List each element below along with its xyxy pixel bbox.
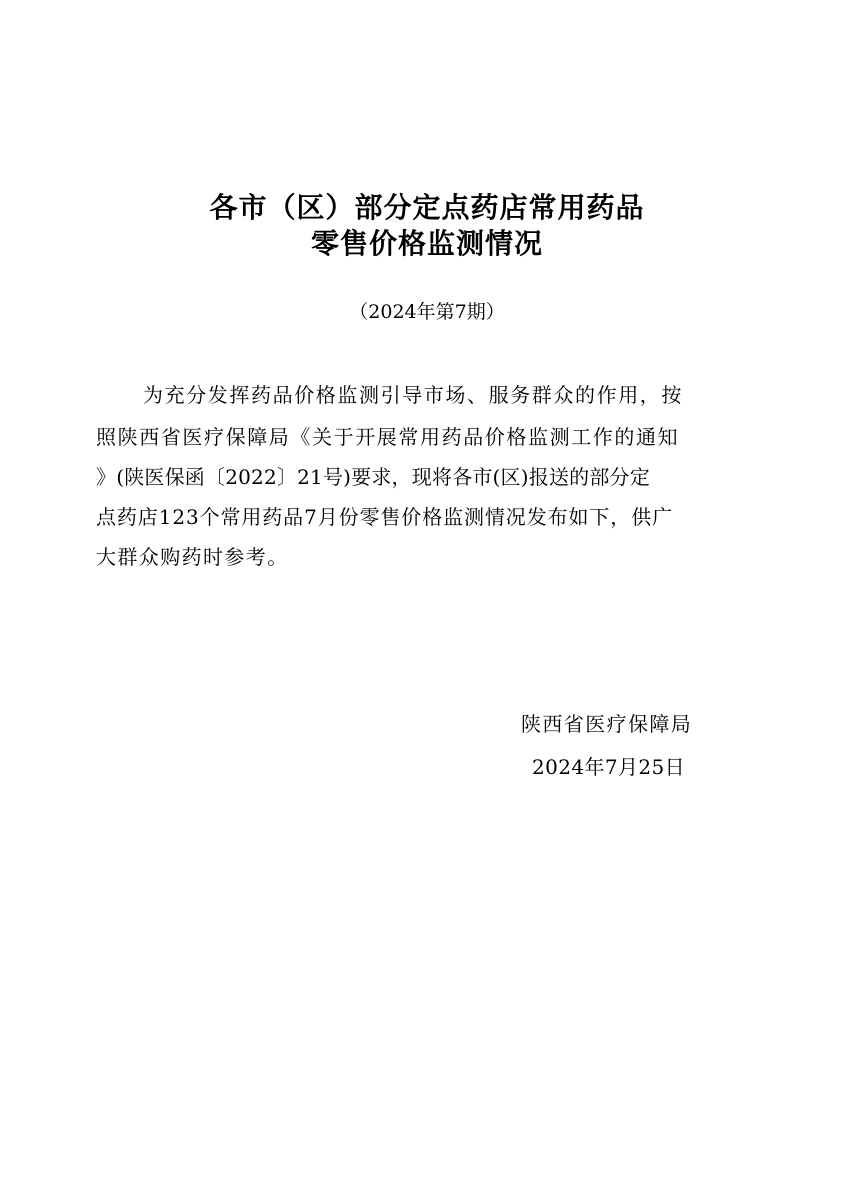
issue-number: （2024年第7期）: [349, 301, 505, 323]
body-line: 大群众购药时参考。: [96, 545, 289, 569]
body-line: 点药店123个常用药品7月份零售价格监测情况发布如下，供广: [96, 505, 673, 529]
signature-organization: 陕西省医疗保障局: [521, 712, 693, 736]
document-title-line-1: 各市（区）部分定点药店常用药品: [209, 191, 645, 224]
body-line: 》(陕医保函〔2022〕21号)要求，现将各市(区)报送的部分定: [96, 465, 650, 489]
body-line: 照陕西省医疗保障局《关于开展常用药品价格监测工作的通知: [96, 425, 680, 449]
signature-date: 2024年7月25日: [532, 755, 686, 779]
body-line: 为充分发挥药品价格监测引导市场、服务群众的作用，按: [143, 383, 683, 407]
document-title-line-2: 零售价格监测情况: [310, 227, 543, 260]
